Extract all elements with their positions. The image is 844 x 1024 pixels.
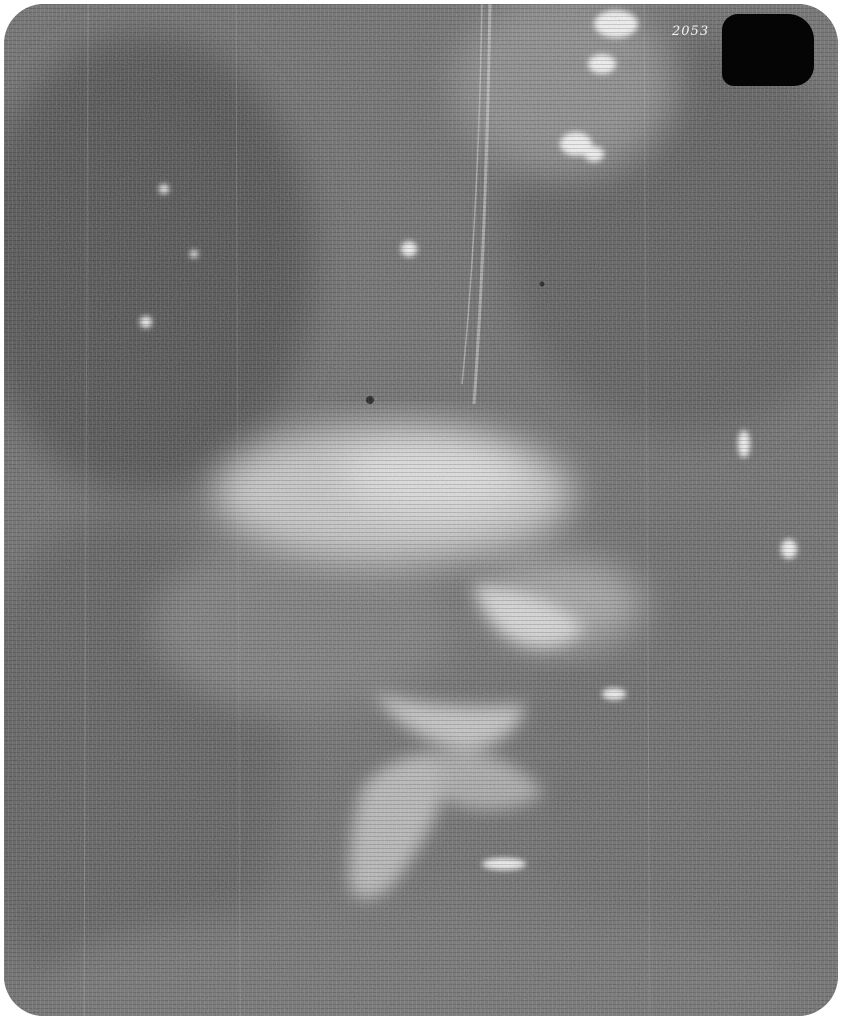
- film-grain: [4, 4, 838, 1016]
- inventory-number: 2053: [672, 24, 710, 39]
- corner-dark-patch: [722, 14, 814, 86]
- radiograph-image: [4, 4, 838, 1016]
- radiograph-plate: [4, 4, 838, 1016]
